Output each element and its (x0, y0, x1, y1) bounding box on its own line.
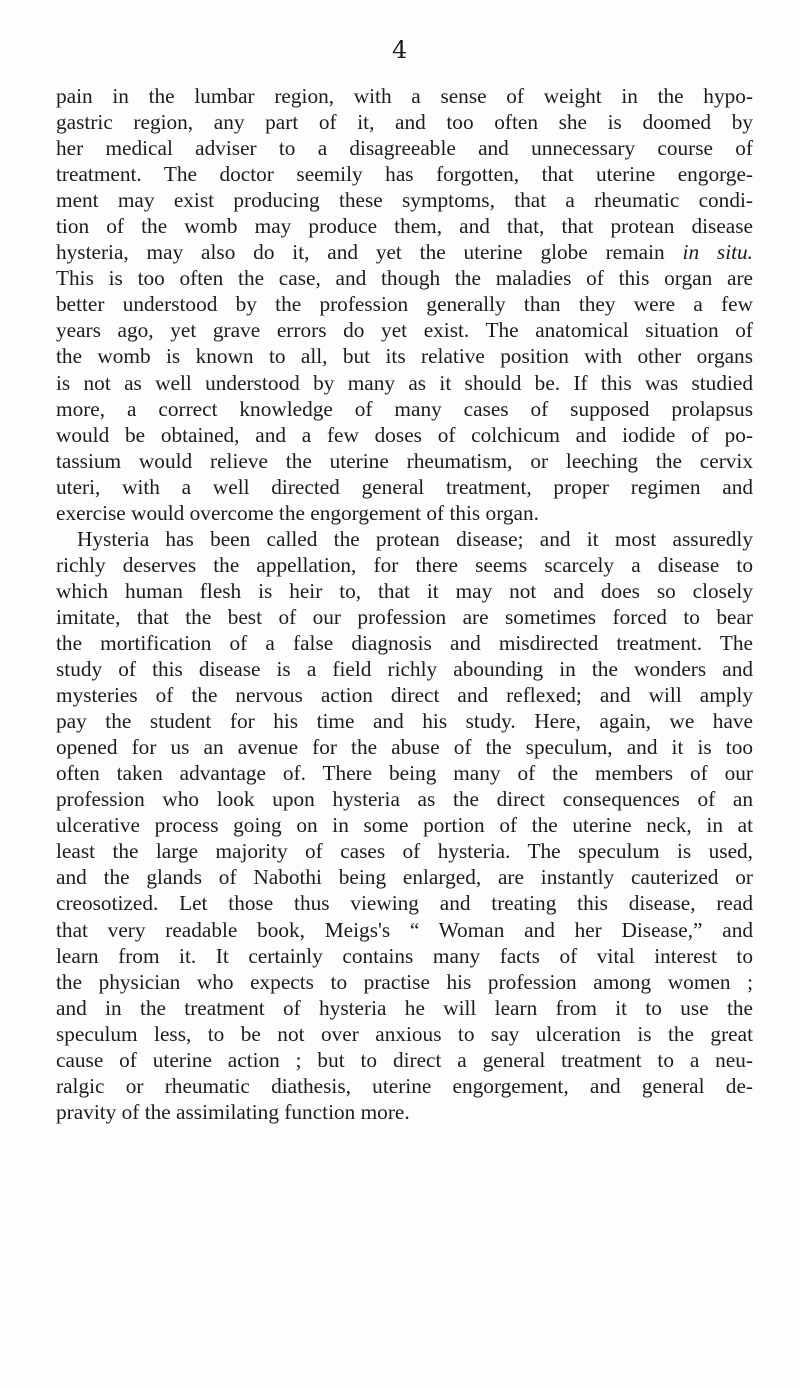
text-line: uteri, with a well directed general treatment, proper regimen and (56, 474, 753, 499)
body-text (56, 83, 753, 1125)
text-line: pain in the lumbar region, with a sense of weight in the hypo- (56, 84, 753, 108)
text-line: Hysteria has been called the protean disease; and it most assuredly (77, 526, 753, 551)
italic-term: in situ. (682, 240, 754, 265)
text-line: years ago, yet grave errors do yet exist. The anatomical situation of (56, 318, 753, 343)
text-line: more, a correct knowledge of many cases of supposed prolapsus (56, 396, 753, 421)
text-line: least the large majority of cases of hysteria. The speculum is used, (56, 839, 753, 864)
text-line: learn from it. It certainly contains many facts of vital interest to (56, 943, 753, 968)
text-line: ralgic or rheumatic diathesis, uterine engorgement, and general de- (56, 1073, 753, 1098)
text-line: imitate, that the best of our profession are sometimes forced to bear (56, 604, 753, 629)
text-line: mysteries of the nervous action direct and reflexed; and will amply (56, 683, 753, 708)
text-line: is not as well understood by many as it should be. If this was studied (56, 370, 753, 395)
text-line: which human flesh is heir to, that it may not and does so closely (56, 578, 753, 603)
text-line: the mortification of a false diagnosis and misdirected treatment. The (56, 630, 753, 655)
text-line: and in the treatment of hysteria he will learn from it to use the (56, 995, 753, 1020)
text-line: ment may exist producing these symptoms, that a rheumatic condi- (56, 188, 753, 213)
text-line: treatment. The doctor seemily has forgotten, that uterine engorge- (56, 162, 753, 187)
text-line: speculum less, to be not over anxious to say ulceration is the great (56, 1021, 753, 1046)
text-line: richly deserves the appellation, for there seems scarcely a disease to (56, 552, 753, 577)
text-line: opened for us an avenue for the abuse of the speculum, and it is too (56, 735, 753, 760)
text-line: This is too often the case, and though the maladies of this organ are (56, 266, 753, 291)
text-line: exercise would overcome the engorgement of this organ. (56, 500, 539, 525)
text-line: better understood by the profession generally than they were a few (56, 292, 753, 317)
text-line: ulcerative process going on in some portion of the uterine neck, in at (56, 813, 753, 838)
text-line: tassium would relieve the uterine rheumatism, or leeching the cervix (56, 448, 753, 473)
text-line: her medical adviser to a disagreeable and unnecessary course of (56, 136, 753, 161)
text-line: gastric region, any part of it, and too often she is doomed by (56, 110, 753, 135)
text-line: and the glands of Nabothi being enlarged, are instantly cauterized or (56, 865, 753, 890)
text-line: the womb is known to all, but its relative position with other organs (56, 344, 753, 369)
paragraph (56, 83, 753, 526)
text-line: tion of the womb may produce them, and that, that protean disease (56, 214, 753, 239)
paragraph (56, 526, 753, 1125)
text-line: pay the student for his time and his study. Here, again, we have (56, 709, 753, 734)
page-number: 4 (392, 36, 408, 64)
text-line: creosotized. Let those thus viewing and treating this disease, read (56, 891, 753, 916)
text-line: profession who look upon hysteria as the direct consequences of an (56, 787, 753, 812)
text-line: often taken advantage of. There being many of the members of our (56, 761, 753, 786)
text-line: would be obtained, and a few doses of colchicum and iodide of po- (56, 422, 753, 447)
text-line: the physician who expects to practise his profession among women ; (56, 969, 753, 994)
text-line: pravity of the assimilating function more. (56, 1099, 410, 1124)
text-line: cause of uterine action ; but to direct a general treatment to a neu- (56, 1047, 753, 1072)
text-line: study of this disease is a field richly abounding in the wonders and (56, 657, 753, 682)
text-line: hysteria, may also do it, and yet the uterine globe remain in situ. (56, 240, 754, 265)
text-line: that very readable book, Meigs's “ Woman and her Disease,” and (56, 917, 753, 942)
